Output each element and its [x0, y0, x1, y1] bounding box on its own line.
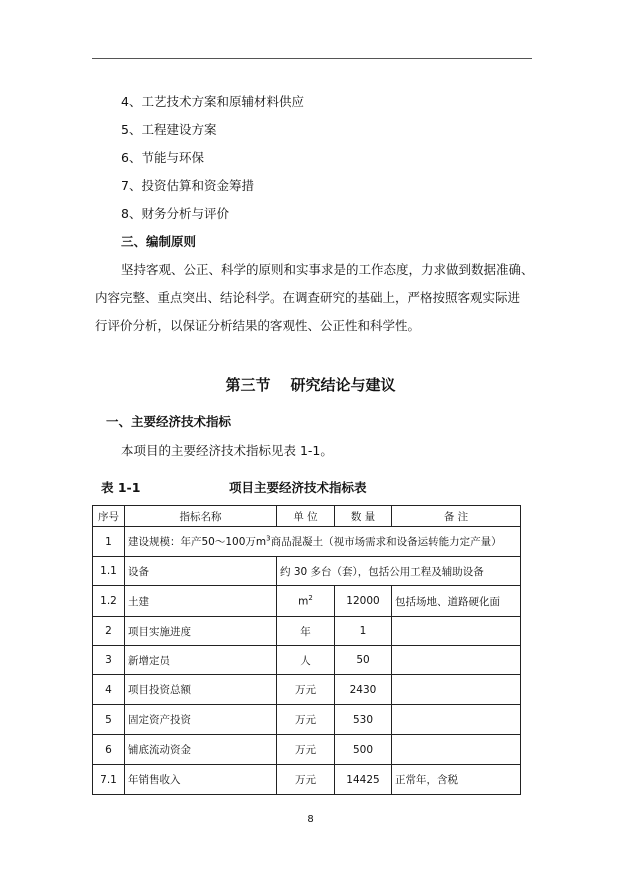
- section-title: [0, 374, 621, 395]
- list-item-7: 7、投资估算和资金筹措: [121, 178, 254, 193]
- cell-note: 包括场地、道路硬化面: [392, 586, 521, 617]
- section-title-text: 研究结论与建议: [290, 376, 396, 394]
- header-rule: [92, 58, 532, 59]
- cell-unit: 万元: [277, 765, 335, 795]
- table-row: [93, 586, 521, 617]
- cell-name: 设备: [125, 557, 277, 586]
- cell-qty: 14425: [335, 765, 392, 795]
- cell-name: 项目实施进度: [125, 617, 277, 646]
- indicators-heading: 一、主要经济技术指标: [106, 414, 232, 429]
- cell-name: 土建: [125, 586, 277, 617]
- cell-unit: 万元: [277, 705, 335, 735]
- cell-qty: 500: [335, 735, 392, 765]
- header-cell-qty: 数 量: [335, 506, 392, 527]
- cell-name: 铺底流动资金: [125, 735, 277, 765]
- cell-no: 3: [93, 646, 125, 675]
- cell-no: 5: [93, 705, 125, 735]
- cell-no: 1: [93, 527, 125, 557]
- cell-qty: 50: [335, 646, 392, 675]
- page-number: 8: [307, 814, 314, 825]
- table-caption-id: 表 1-1: [101, 480, 141, 495]
- principles-heading: 三、编制原则: [121, 234, 197, 249]
- cell-name: 年销售收入: [125, 765, 277, 795]
- cell-no: 4: [93, 675, 125, 705]
- cell-unit: 万元: [277, 735, 335, 765]
- header-cell-note: 备 注: [392, 506, 521, 527]
- cell-note: [392, 675, 521, 705]
- header-cell-unit: 单 位: [277, 506, 335, 527]
- principles-para-line-3: 行评价分析，以保证分析结果的客观性、公正性和科学性。: [95, 318, 421, 333]
- cell-no: 1.1: [93, 557, 125, 586]
- cell-no: 6: [93, 735, 125, 765]
- cell-qty: 2430: [335, 675, 392, 705]
- header-cell-name: 指标名称: [125, 506, 277, 527]
- cell-unit: $m^2$: [277, 586, 335, 617]
- cell-note: [392, 735, 521, 765]
- list-item-4: 4、工艺技术方案和原辅材料供应: [121, 94, 304, 109]
- table-row: [93, 765, 521, 795]
- cell-qty: 12000: [335, 586, 392, 617]
- cell-unit: 万元: [277, 675, 335, 705]
- cell-name: 项目投资总额: [125, 675, 277, 705]
- cell-note: [392, 705, 521, 735]
- cell-no: 7.1: [93, 765, 125, 795]
- cell-unit: 年: [277, 617, 335, 646]
- indicators-intro: 本项目的主要经济技术指标见表 1-1。: [121, 443, 333, 458]
- principles-para-line-2: 内容完整、重点突出、结论科学。在调查研究的基础上，严格按照客观实际进: [95, 290, 521, 305]
- table-row: [93, 617, 521, 646]
- cell-name: 固定资产投资: [125, 705, 277, 735]
- table-row: [93, 557, 521, 586]
- table-header-row: [93, 506, 521, 527]
- cell-merged-scale: 建设规模：年产50～100万$m^3$商品混凝土（视市场需求和设备运转能力定产量）: [125, 527, 521, 557]
- cell-merged-equipment: 约 30 多台（套），包括公用工程及辅助设备: [277, 557, 521, 586]
- list-item-8: 8、财务分析与评价: [121, 206, 229, 221]
- header-cell-no: 序号: [93, 506, 125, 527]
- cell-note: 正常年，含税: [392, 765, 521, 795]
- cell-unit: 人: [277, 646, 335, 675]
- cell-note: [392, 617, 521, 646]
- table-row: [93, 735, 521, 765]
- list-item-6: 6、节能与环保: [121, 150, 204, 165]
- table-caption-title: 项目主要经济技术指标表: [229, 480, 367, 495]
- table-row: [93, 705, 521, 735]
- cell-name: 新增定员: [125, 646, 277, 675]
- cell-no: 1.2: [93, 586, 125, 617]
- cell-qty: 1: [335, 617, 392, 646]
- list-item-5: 5、工程建设方案: [121, 122, 217, 137]
- cell-no: 2: [93, 617, 125, 646]
- table-row: [93, 527, 521, 557]
- section-number: 第三节: [225, 376, 271, 394]
- cell-note: [392, 646, 521, 675]
- table-row: [93, 646, 521, 675]
- cell-qty: 530: [335, 705, 392, 735]
- table-row: [93, 675, 521, 705]
- principles-para-line-1: 坚持客观、公正、科学的原则和实事求是的工作态度，力求做到数据准确、: [121, 262, 534, 277]
- indicators-table: [92, 505, 521, 795]
